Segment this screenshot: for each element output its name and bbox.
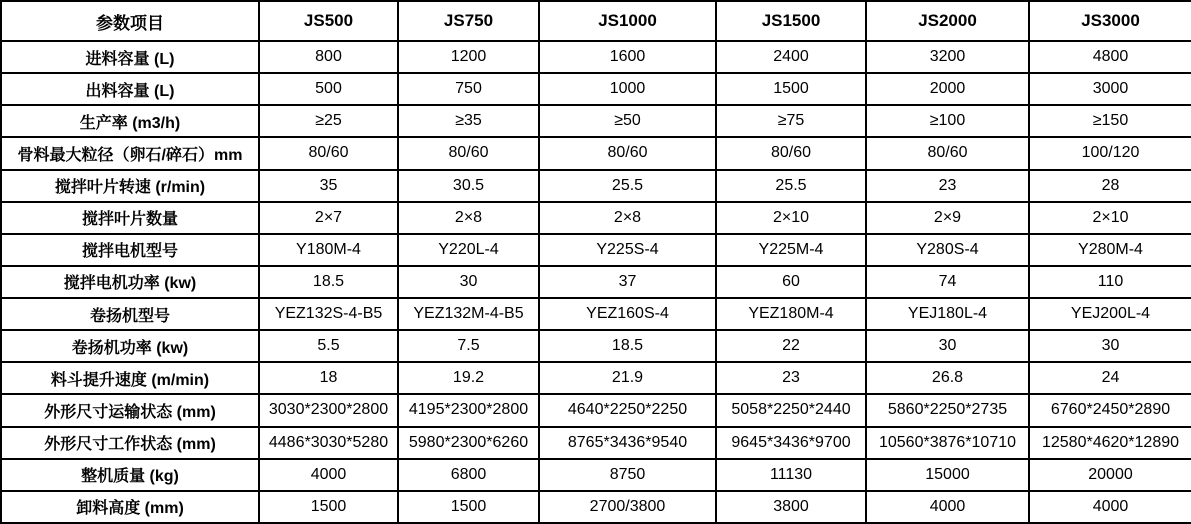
row-label: 料斗提升速度 (m/min) (1, 362, 259, 394)
value-cell: 5980*2300*6260 (398, 427, 539, 459)
value-cell: 2×10 (1029, 202, 1191, 234)
value-cell: 12580*4620*12890 (1029, 427, 1191, 459)
value-cell: 6800 (398, 459, 539, 491)
table-row (1, 137, 1191, 169)
value-cell: 26.8 (866, 362, 1029, 394)
row-label: 整机质量 (kg) (1, 459, 259, 491)
table-body (1, 41, 1191, 523)
value-cell: 10560*3876*10710 (866, 427, 1029, 459)
value-cell: 4000 (866, 491, 1029, 523)
table-row (1, 427, 1191, 459)
table-row (1, 41, 1191, 73)
row-label: 出料容量 (L) (1, 73, 259, 105)
table-row (1, 491, 1191, 523)
model-column-header: JS750 (398, 1, 539, 41)
value-cell: ≥35 (398, 105, 539, 137)
value-cell: 2×9 (866, 202, 1029, 234)
value-cell: 5860*2250*2735 (866, 394, 1029, 426)
value-cell: 4195*2300*2800 (398, 394, 539, 426)
value-cell: 80/60 (866, 137, 1029, 169)
value-cell: 35 (259, 170, 398, 202)
value-cell: 4800 (1029, 41, 1191, 73)
table-row (1, 73, 1191, 105)
model-column-header: JS1500 (716, 1, 866, 41)
value-cell: Y280M-4 (1029, 234, 1191, 266)
row-label: 生产率 (m3/h) (1, 105, 259, 137)
value-cell: ≥50 (539, 105, 716, 137)
value-cell: 18.5 (259, 266, 398, 298)
value-cell: 2×8 (539, 202, 716, 234)
value-cell: 2×7 (259, 202, 398, 234)
value-cell: ≥75 (716, 105, 866, 137)
value-cell: 4640*2250*2250 (539, 394, 716, 426)
model-column-header: JS1000 (539, 1, 716, 41)
value-cell: YEZ132M-4-B5 (398, 298, 539, 330)
value-cell: Y280S-4 (866, 234, 1029, 266)
value-cell: 74 (866, 266, 1029, 298)
value-cell: 100/120 (1029, 137, 1191, 169)
value-cell: 6760*2450*2890 (1029, 394, 1191, 426)
model-column-header: JS3000 (1029, 1, 1191, 41)
value-cell: 11130 (716, 459, 866, 491)
value-cell: 80/60 (259, 137, 398, 169)
value-cell: 8765*3436*9540 (539, 427, 716, 459)
value-cell: 19.2 (398, 362, 539, 394)
value-cell: 60 (716, 266, 866, 298)
value-cell: 1200 (398, 41, 539, 73)
table-row (1, 234, 1191, 266)
value-cell: ≥100 (866, 105, 1029, 137)
value-cell: 7.5 (398, 330, 539, 362)
value-cell: YEJ200L-4 (1029, 298, 1191, 330)
value-cell: 1500 (259, 491, 398, 523)
value-cell: 3200 (866, 41, 1029, 73)
value-cell: 5058*2250*2440 (716, 394, 866, 426)
row-label: 搅拌叶片转速 (r/min) (1, 170, 259, 202)
value-cell: 2×8 (398, 202, 539, 234)
value-cell: 1000 (539, 73, 716, 105)
value-cell: 25.5 (539, 170, 716, 202)
value-cell: 80/60 (716, 137, 866, 169)
value-cell: 500 (259, 73, 398, 105)
value-cell: 3000 (1029, 73, 1191, 105)
row-label: 卷扬机型号 (1, 298, 259, 330)
table-row (1, 459, 1191, 491)
value-cell: 30.5 (398, 170, 539, 202)
row-label: 外形尺寸运输状态 (mm) (1, 394, 259, 426)
row-label: 搅拌电机型号 (1, 234, 259, 266)
value-cell: Y180M-4 (259, 234, 398, 266)
value-cell: 9645*3436*9700 (716, 427, 866, 459)
table-row (1, 170, 1191, 202)
value-cell: YEJ180L-4 (866, 298, 1029, 330)
value-cell: 2400 (716, 41, 866, 73)
value-cell: YEZ132S-4-B5 (259, 298, 398, 330)
table-row (1, 298, 1191, 330)
value-cell: ≥25 (259, 105, 398, 137)
value-cell: 15000 (866, 459, 1029, 491)
value-cell: 25.5 (716, 170, 866, 202)
value-cell: 20000 (1029, 459, 1191, 491)
value-cell: 4000 (259, 459, 398, 491)
value-cell: YEZ160S-4 (539, 298, 716, 330)
value-cell: 23 (716, 362, 866, 394)
row-label: 搅拌叶片数量 (1, 202, 259, 234)
row-label: 卸料高度 (mm) (1, 491, 259, 523)
value-cell: 2×10 (716, 202, 866, 234)
value-cell: 28 (1029, 170, 1191, 202)
value-cell: 80/60 (539, 137, 716, 169)
table-row (1, 202, 1191, 234)
table-row (1, 362, 1191, 394)
value-cell: Y220L-4 (398, 234, 539, 266)
row-label: 外形尺寸工作状态 (mm) (1, 427, 259, 459)
value-cell: 800 (259, 41, 398, 73)
row-label: 卷扬机功率 (kw) (1, 330, 259, 362)
row-label: 骨料最大粒径（卵石/碎石）mm (1, 137, 259, 169)
value-cell: 750 (398, 73, 539, 105)
value-cell: 8750 (539, 459, 716, 491)
value-cell: ≥150 (1029, 105, 1191, 137)
value-cell: 3800 (716, 491, 866, 523)
table-row (1, 266, 1191, 298)
table-row (1, 105, 1191, 137)
value-cell: Y225S-4 (539, 234, 716, 266)
value-cell: 18 (259, 362, 398, 394)
value-cell: 30 (866, 330, 1029, 362)
value-cell: 110 (1029, 266, 1191, 298)
row-label: 进料容量 (L) (1, 41, 259, 73)
value-cell: 80/60 (398, 137, 539, 169)
param-column-header: 参数项目 (1, 1, 259, 41)
value-cell: 4000 (1029, 491, 1191, 523)
header-row (1, 1, 1191, 41)
value-cell: 21.9 (539, 362, 716, 394)
value-cell: 18.5 (539, 330, 716, 362)
value-cell: 30 (398, 266, 539, 298)
table-row (1, 330, 1191, 362)
value-cell: 4486*3030*5280 (259, 427, 398, 459)
value-cell: Y225M-4 (716, 234, 866, 266)
table-row (1, 394, 1191, 426)
value-cell: 1500 (398, 491, 539, 523)
value-cell: 30 (1029, 330, 1191, 362)
value-cell: 22 (716, 330, 866, 362)
value-cell: 24 (1029, 362, 1191, 394)
value-cell: 1600 (539, 41, 716, 73)
value-cell: 2000 (866, 73, 1029, 105)
value-cell: 5.5 (259, 330, 398, 362)
model-column-header: JS500 (259, 1, 398, 41)
value-cell: 2700/3800 (539, 491, 716, 523)
value-cell: 3030*2300*2800 (259, 394, 398, 426)
value-cell: 37 (539, 266, 716, 298)
value-cell: 1500 (716, 73, 866, 105)
value-cell: 23 (866, 170, 1029, 202)
row-label: 搅拌电机功率 (kw) (1, 266, 259, 298)
value-cell: YEZ180M-4 (716, 298, 866, 330)
model-column-header: JS2000 (866, 1, 1029, 41)
